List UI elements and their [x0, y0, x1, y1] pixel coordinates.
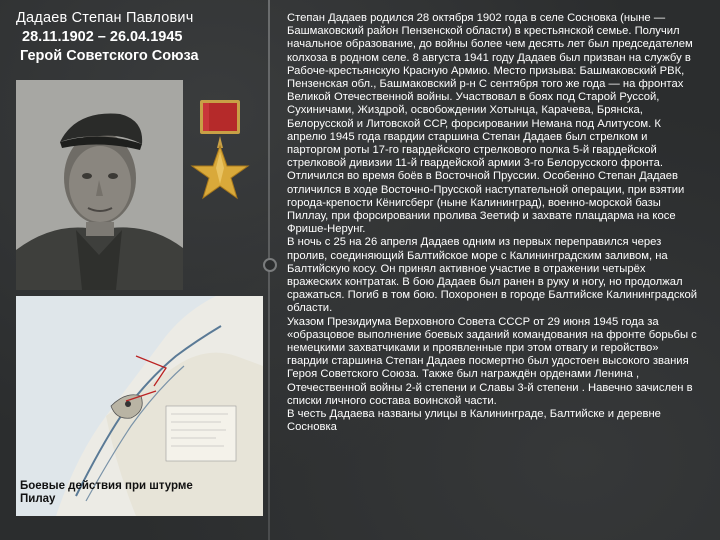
map-caption: Боевые действия при штурме Пилау [20, 480, 193, 505]
divider-ornament [263, 258, 277, 272]
gold-star-icon [190, 96, 250, 216]
hero-dates: 28.11.1902 – 26.04.1945 [22, 29, 183, 45]
battle-map [16, 296, 263, 516]
portrait-photo [16, 80, 183, 290]
biography-text: Степан Дадаев родился 28 октября 1902 года в селе Сосновка (ныне — Башмаковский район Пензенской области) в крестьянской семье. Получил начальное образование, до войны более чем десять лет был председателем колхоза в родном селе. 8 августа 1941 году Дадаев был призван на службу в Рабоче-крестьянскую Красную Армию. Место призыва: Башмаковский РВК, Пензенская обл., Башмаковский р-н С сентября того же года — на фронтах Великой Отечественной войны. Участвовал в боях под Старой Руссой, Сухиничами, Жиздрой, освобождении Хотынца, Карачева, Брянска, Белорусской и Литовской ССР, форсировании Немана под Алитусом. К апрелю 1945 года гвардии старшина Степан Дадаев был стрелком и парторгом роты 17-го гвардейского стрелкового полка 5-й гвардейской стрелковой дивизии 11-й гвардейской армии 3-го Белорусского фронта. Отличился во время боёв в Восточной Пруссии. Особенно Степан Дадаев отличился в ходе Восточно-Прусской наступательной операции, при взятии города-крепости Кёнигсберг (ныне Калининград), военно-морской базы Пиллау, при форсировании пролива Зеетиф и захвате плацдарма на косе Фрише-Нерунг. В ночь с 25 на 26 апреля Дадаев одним из первых переправился через пролив, соединяющий Балтийское море с Калининградским заливом, на Балтийскую косу. Он принял активное участие в отражении четырёх вражеских контратак. В бою Дадаев был ранен в руку и ногу, но продолжал сражаться. Погиб в том бою. Похоронен в городе Балтийске Калининградской области. Указом Президиума Верховного Совета СССР от 29 июня 1945 года за «образцовое выполнение боевых заданий командования на фронте борьбы с немецкими захватчиками и проявленные при этом отвагу и геройство» гвардии старшина Степан Дадаев посмертно был удостоен высокого звания Героя Советского Союза. Также был награждён орденами Ленина , Отечественной войны 2-й степени и Славы 3-й степени . Навечно зачислен в списки личного состава воинской части. В честь Дадаева названы улицы в Калининграде, Балтийске и деревне Сосновка [287, 12, 698, 434]
portrait-illustration [16, 80, 183, 290]
hero-header [16, 9, 256, 66]
hero-name: Дадаев Степан Павлович [16, 10, 194, 26]
hero-title: Герой Советского Союза [20, 48, 199, 64]
gold-star-medal [190, 96, 250, 216]
